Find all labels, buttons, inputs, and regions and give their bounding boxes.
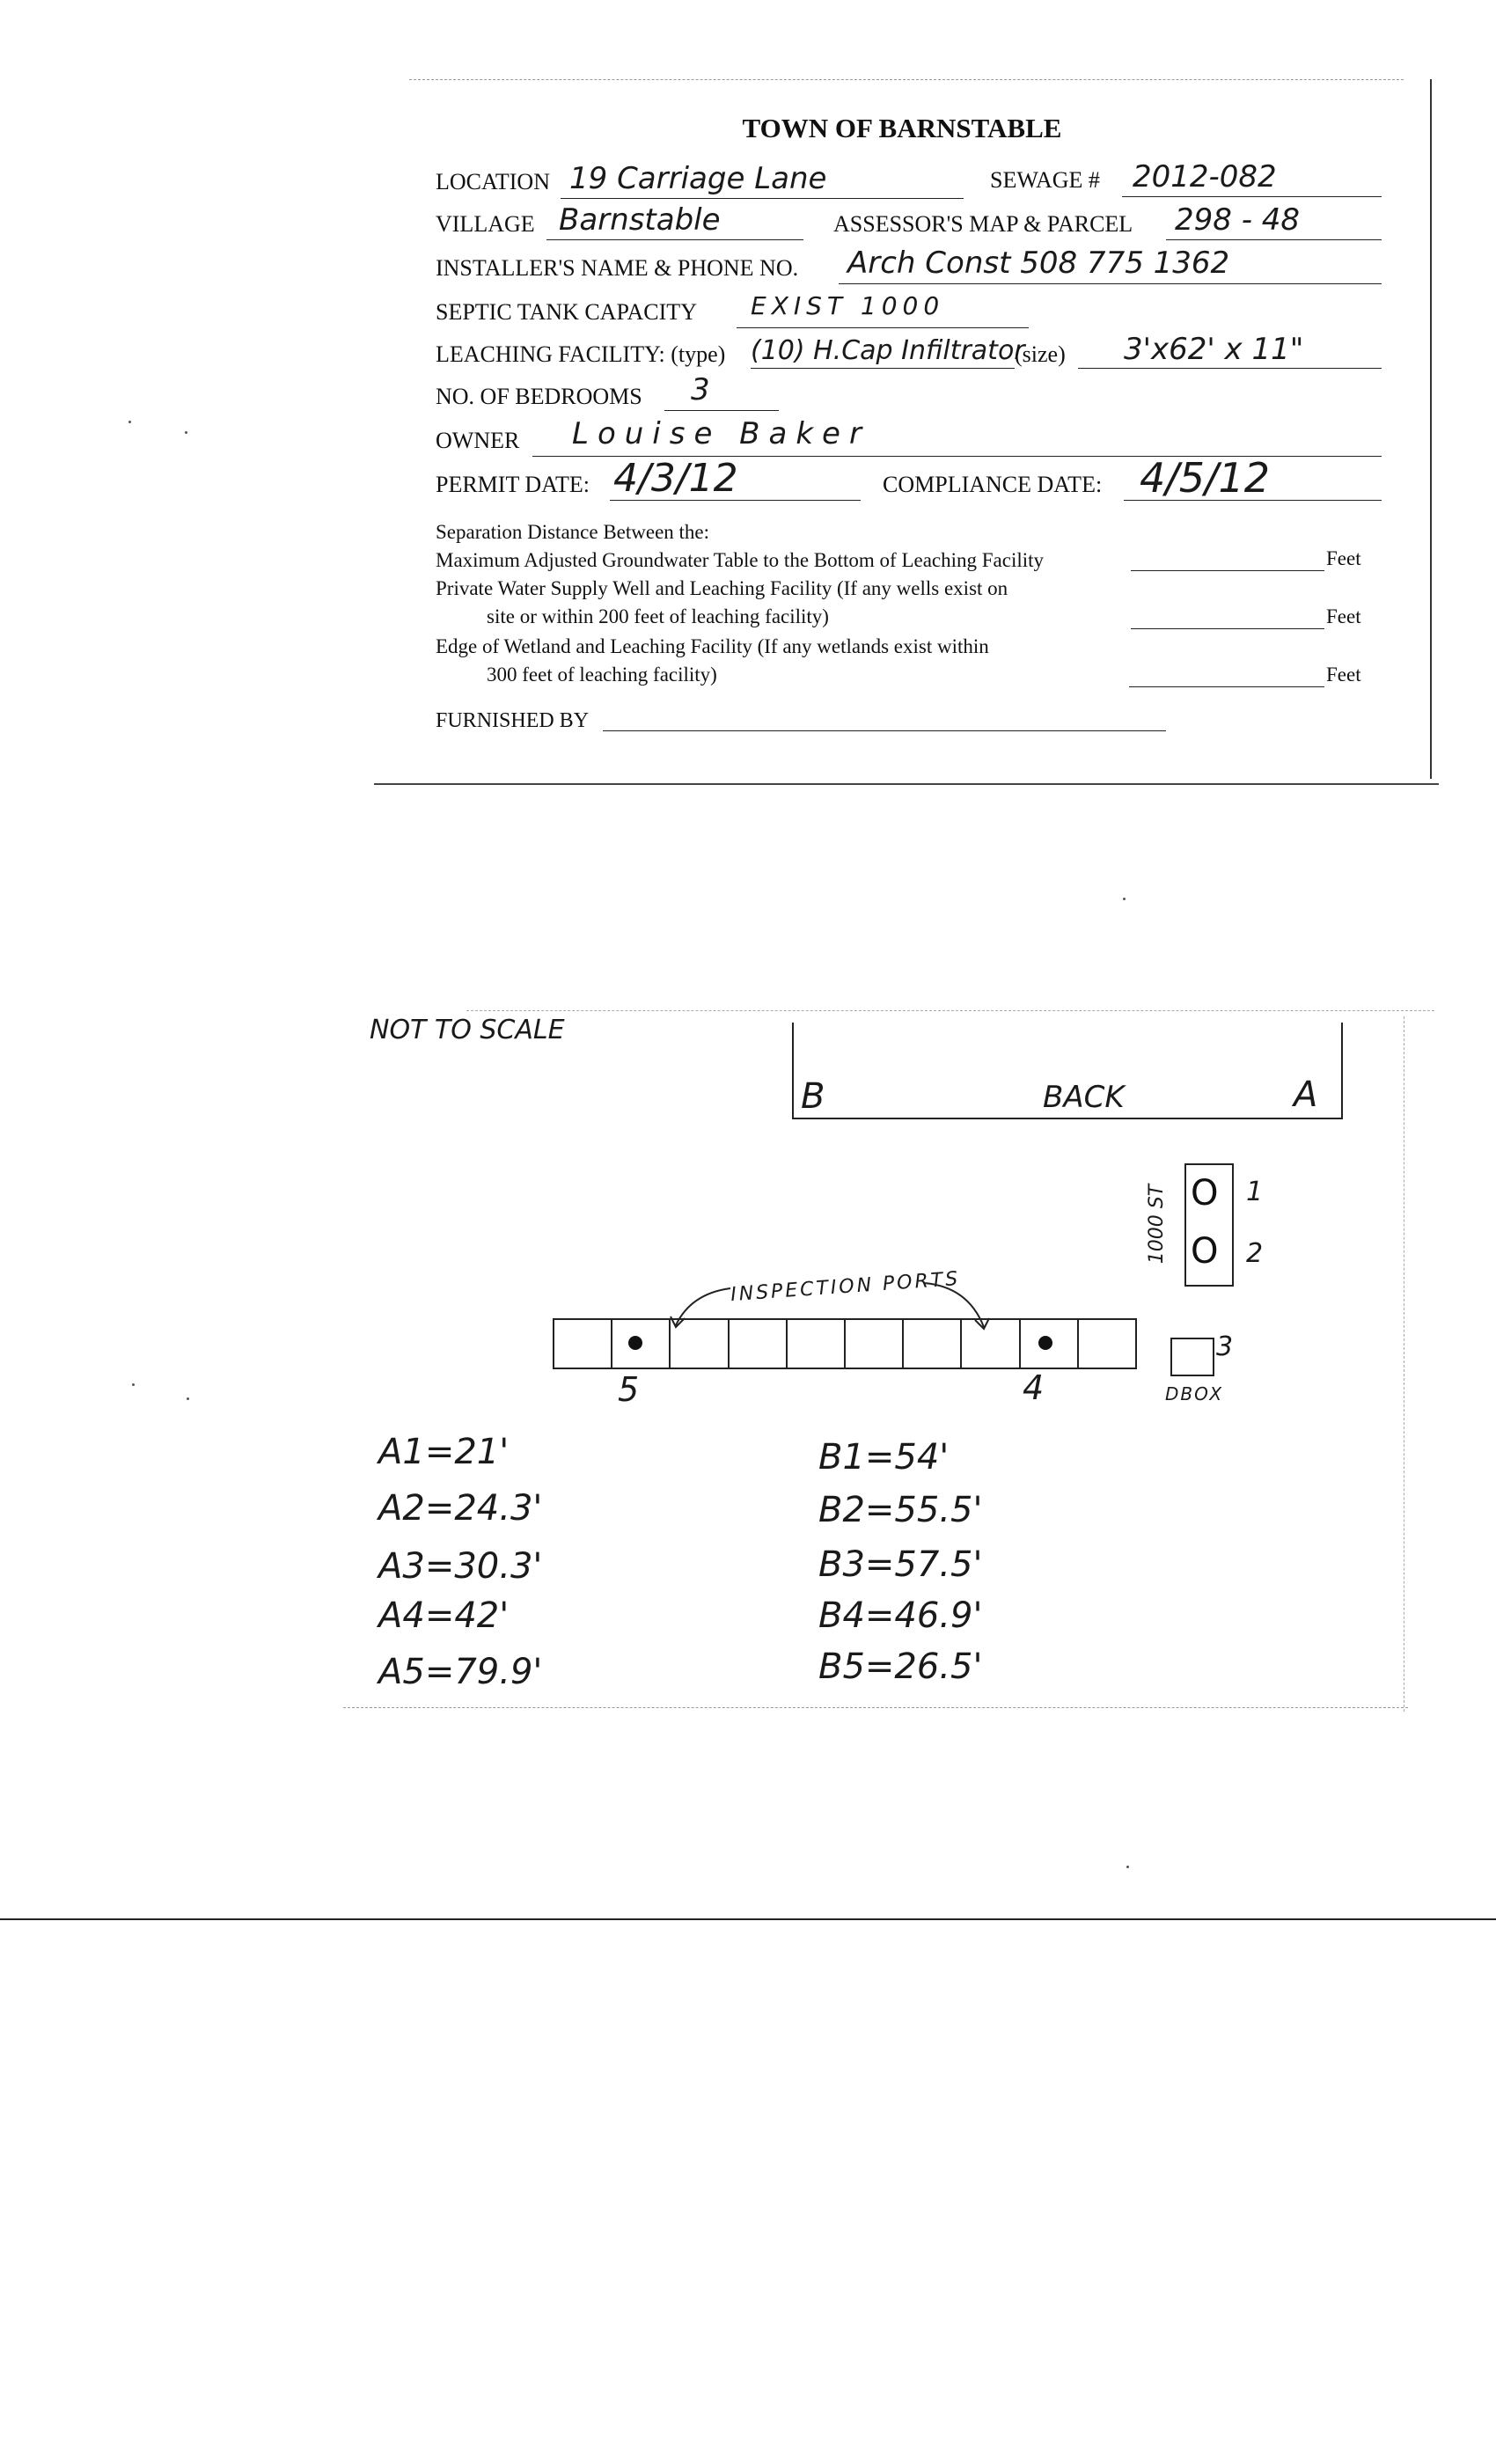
permit-form-card bbox=[374, 79, 1430, 783]
form-title: TOWN OF BARNSTABLE bbox=[742, 113, 1062, 143]
scan-speck bbox=[185, 431, 187, 434]
size-label: (size) bbox=[1015, 341, 1066, 367]
card-top-edge bbox=[409, 79, 1404, 80]
permit-label: PERMIT DATE: bbox=[436, 472, 590, 497]
point-1-label: 1 bbox=[1246, 1177, 1264, 1207]
sewage-label: SEWAGE # bbox=[990, 167, 1100, 193]
scan-speck bbox=[132, 1383, 135, 1386]
tank-inlet-cover: O bbox=[1191, 1173, 1219, 1214]
separation-line-groundwater: Maximum Adjusted Groundwater Table to the Bottom of Leaching Facility bbox=[436, 549, 1045, 571]
leaching-chamber bbox=[962, 1320, 1020, 1368]
permit-value: 4/3/12 bbox=[613, 456, 738, 501]
owner-label: OWNER bbox=[436, 428, 520, 453]
leaching-chamber bbox=[1079, 1320, 1135, 1368]
tank-capacity-label: 1000 ST bbox=[1146, 1184, 1169, 1265]
measurement-a5: A5=79.9' bbox=[378, 1652, 543, 1692]
not-to-scale-note: NOT TO SCALE bbox=[370, 1015, 565, 1045]
septic-label: SEPTIC TANK CAPACITY bbox=[436, 299, 697, 325]
sewage-value: 2012-082 bbox=[1133, 159, 1277, 194]
measurement-b1: B1=54' bbox=[818, 1437, 950, 1478]
location-value: 19 Carriage Lane bbox=[569, 161, 827, 196]
installer-value: Arch Const 508 775 1362 bbox=[847, 246, 1230, 281]
bedrooms-label: NO. OF BEDROOMS bbox=[436, 384, 642, 409]
separation-line-well: Private Water Supply Well and Leaching Facility (If any wells exist on bbox=[436, 577, 1008, 599]
separation-line-well-cont: site or within 200 feet of leaching facility) bbox=[487, 605, 829, 627]
distribution-box bbox=[1170, 1338, 1214, 1376]
scan-speck bbox=[1126, 1866, 1129, 1868]
leaching-chamber bbox=[788, 1320, 846, 1368]
location-label: LOCATION bbox=[436, 169, 550, 194]
location-rule bbox=[561, 198, 964, 199]
leaching-chamber bbox=[612, 1320, 671, 1368]
card-right-edge bbox=[1430, 79, 1432, 779]
measurement-a3: A3=30.3' bbox=[378, 1546, 543, 1587]
leaching-chamber bbox=[1021, 1320, 1079, 1368]
measurement-a4: A4=42' bbox=[378, 1595, 510, 1636]
point-5-label: 5 bbox=[618, 1370, 640, 1409]
card-bottom-edge bbox=[374, 783, 1439, 785]
installer-rule bbox=[839, 283, 1382, 284]
measurement-a1: A1=21' bbox=[378, 1432, 510, 1472]
scan-speck bbox=[1123, 898, 1126, 900]
tank-outlet-cover: O bbox=[1191, 1231, 1219, 1272]
scan-speck bbox=[187, 1397, 189, 1400]
sewage-rule bbox=[1122, 196, 1382, 197]
leaching-type-value: (10) H.Cap Infiltrator bbox=[751, 335, 1025, 366]
size-value: 3'x62' x 11" bbox=[1124, 332, 1304, 367]
leaching-chamber bbox=[554, 1320, 612, 1368]
well-feet-label: Feet bbox=[1326, 605, 1361, 627]
measurement-b5: B5=26.5' bbox=[818, 1646, 983, 1687]
measurement-b4: B4=46.9' bbox=[818, 1595, 983, 1636]
furnished-rule bbox=[603, 730, 1166, 731]
parcel-value: 298 - 48 bbox=[1175, 202, 1301, 238]
village-rule bbox=[546, 239, 803, 240]
inspection-port-5 bbox=[628, 1336, 642, 1350]
installer-label: INSTALLER'S NAME & PHONE NO. bbox=[436, 255, 799, 281]
page-bottom-rule bbox=[0, 1918, 1496, 1920]
bedrooms-rule bbox=[664, 410, 779, 411]
wetland-feet-label: Feet bbox=[1326, 664, 1361, 686]
measurement-a2: A2=24.3' bbox=[378, 1488, 543, 1529]
dbox-label: DBOX bbox=[1165, 1383, 1224, 1404]
groundwater-feet-rule bbox=[1131, 570, 1324, 571]
measurement-b2: B2=55.5' bbox=[818, 1490, 983, 1530]
parcel-rule bbox=[1166, 239, 1382, 240]
size-rule bbox=[1078, 368, 1382, 369]
owner-value: Louise Baker bbox=[572, 416, 870, 451]
wetland-feet-rule bbox=[1129, 686, 1324, 687]
point-3-label: 3 bbox=[1216, 1331, 1234, 1362]
house-back-label: BACK bbox=[1043, 1080, 1125, 1115]
village-label: VILLAGE bbox=[436, 211, 535, 237]
bedrooms-value: 3 bbox=[691, 372, 710, 407]
leaching-chamber bbox=[730, 1320, 788, 1368]
scan-speck bbox=[128, 421, 131, 423]
compliance-label: COMPLIANCE DATE: bbox=[883, 472, 1103, 497]
parcel-label: ASSESSOR'S MAP & PARCEL bbox=[833, 211, 1133, 237]
leaching-chamber bbox=[671, 1320, 729, 1368]
compliance-value: 4/5/12 bbox=[1140, 454, 1271, 502]
inspection-ports-label: INSPECTION PORTS bbox=[730, 1267, 961, 1307]
septic-value: EXIST 1000 bbox=[751, 291, 945, 320]
village-value: Barnstable bbox=[559, 202, 721, 238]
point-4-label: 4 bbox=[1023, 1368, 1045, 1407]
leaching-field bbox=[553, 1318, 1137, 1369]
groundwater-feet-label: Feet bbox=[1326, 547, 1361, 569]
leaching-label: LEACHING FACILITY: (type) bbox=[436, 341, 726, 367]
corner-a-label: A bbox=[1294, 1074, 1318, 1115]
site-sketch bbox=[343, 1003, 1417, 1725]
leaching-chamber bbox=[846, 1320, 904, 1368]
leaching-chamber bbox=[904, 1320, 962, 1368]
septic-rule bbox=[737, 327, 1029, 328]
separation-line-wetland: Edge of Wetland and Leaching Facility (If any wetlands exist within bbox=[436, 635, 989, 657]
furnished-label: FURNISHED BY bbox=[436, 709, 590, 732]
leaching-type-rule bbox=[751, 368, 1015, 369]
inspection-port-4 bbox=[1038, 1336, 1052, 1350]
measurement-b3: B3=57.5' bbox=[818, 1544, 983, 1585]
separation-heading: Separation Distance Between the: bbox=[436, 521, 710, 543]
separation-line-wetland-cont: 300 feet of leaching facility) bbox=[487, 664, 717, 686]
well-feet-rule bbox=[1131, 628, 1324, 629]
corner-b-label: B bbox=[801, 1076, 825, 1117]
point-2-label: 2 bbox=[1246, 1238, 1264, 1269]
